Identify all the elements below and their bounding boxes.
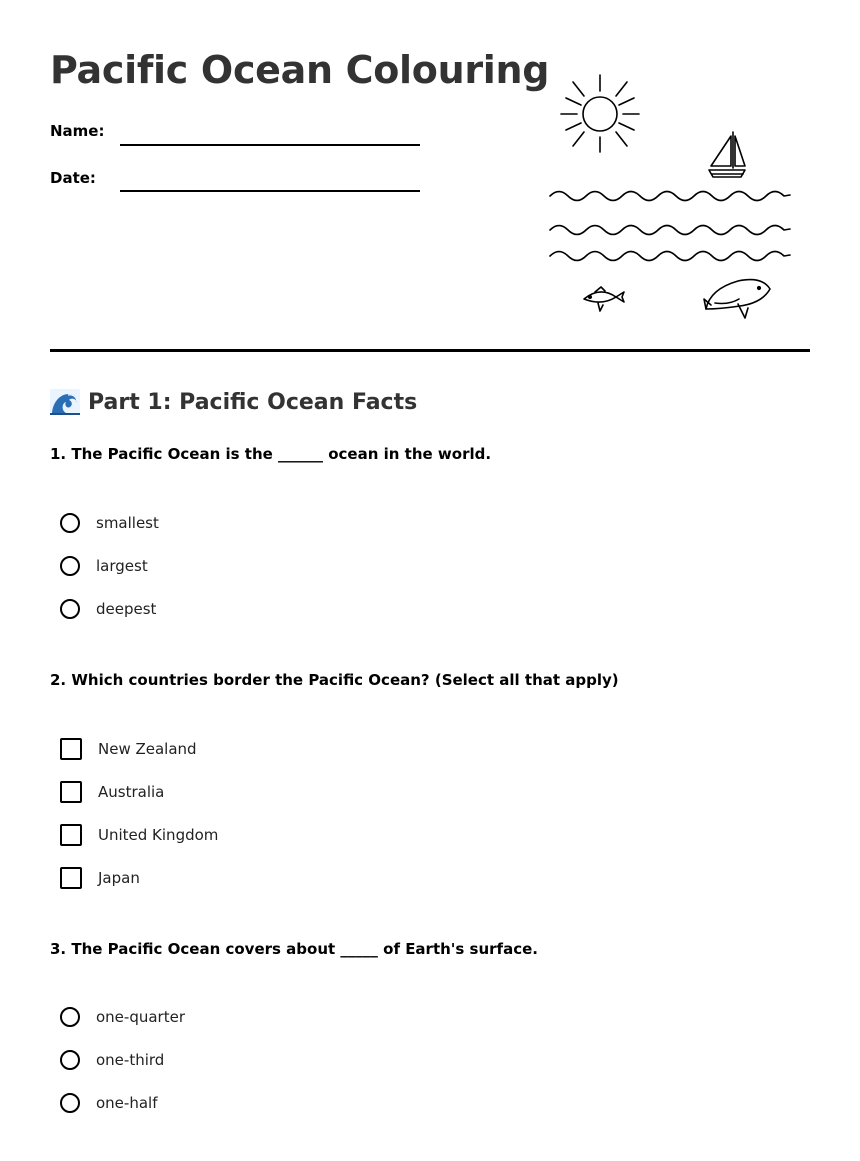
radio-button[interactable] (60, 1050, 80, 1070)
fish-icon (584, 287, 624, 311)
question-2: 2. Which countries border the Pacific Ocean? (Select all that apply) (50, 671, 619, 689)
q3-option-one-quarter[interactable] (60, 1004, 185, 1030)
checkbox[interactable] (60, 781, 82, 803)
q1-option-smallest[interactable] (60, 510, 159, 536)
option-label: United Kingdom (98, 826, 219, 844)
name-label: Name: (50, 122, 105, 140)
header-divider (50, 349, 810, 352)
whale-icon (704, 280, 770, 318)
name-field[interactable] (120, 144, 420, 146)
option-label: smallest (96, 514, 159, 532)
q1-option-deepest[interactable] (60, 596, 156, 622)
sailboat-icon (709, 132, 745, 177)
option-label: Australia (98, 783, 165, 801)
radio-button[interactable] (60, 556, 80, 576)
date-field[interactable] (120, 190, 420, 192)
option-label: Japan (98, 869, 140, 887)
waves-icon (550, 192, 790, 261)
radio-button[interactable] (60, 513, 80, 533)
checkbox[interactable] (60, 738, 82, 760)
option-label: one-third (96, 1051, 165, 1069)
section-heading-part1 (50, 389, 417, 415)
radio-button[interactable] (60, 1007, 80, 1027)
q1-option-largest[interactable] (60, 553, 148, 579)
q2-option-japan[interactable] (60, 865, 140, 891)
option-label: deepest (96, 600, 157, 618)
sun-icon (561, 75, 639, 152)
page-title: Pacific Ocean Colouring (50, 48, 550, 92)
radio-button[interactable] (60, 599, 80, 619)
question-1: 1. The Pacific Ocean is the ______ ocean in the world. (50, 445, 492, 463)
question-3: 3. The Pacific Ocean covers about _____ of Earth's surface. (50, 940, 538, 958)
q2-option-united-kingdom[interactable] (60, 822, 218, 848)
option-label: largest (96, 557, 148, 575)
option-label: one-half (96, 1094, 158, 1112)
radio-button[interactable] (60, 1093, 80, 1113)
option-label: one-quarter (96, 1008, 185, 1026)
checkbox[interactable] (60, 867, 82, 889)
option-label: New Zealand (98, 740, 197, 758)
q2-option-australia[interactable] (60, 779, 164, 805)
q3-option-one-half[interactable] (60, 1090, 157, 1116)
section-title-text: Part 1: Pacific Ocean Facts (88, 389, 418, 415)
q3-option-one-third[interactable] (60, 1047, 164, 1073)
checkbox[interactable] (60, 824, 82, 846)
q2-option-new-zealand[interactable] (60, 736, 197, 762)
ocean-illustration (540, 66, 810, 326)
wave-emoji-icon (50, 389, 80, 415)
date-label: Date: (50, 169, 96, 187)
